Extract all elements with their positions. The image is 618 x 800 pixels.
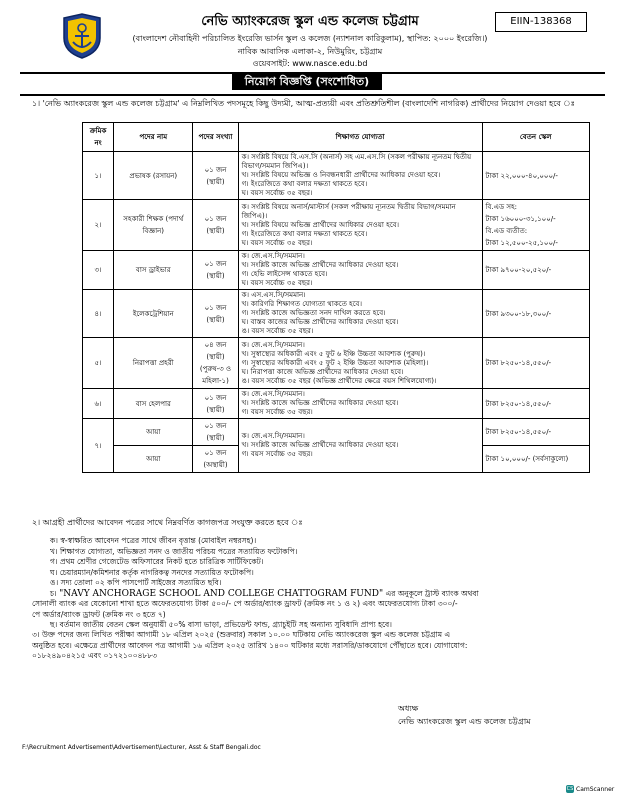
cell-serial: ৩। [83, 251, 114, 290]
cell-pay-scale [482, 389, 589, 419]
cell-qualification [238, 338, 482, 389]
fund-detail-line: সোনালী ব্যাংক এর যেকোনো শাখা হতে অফেরতযোগ্য টাকা ৫০০/- পে অর্ডার/ব্যাংক ড্রাফট (ক্রমিক নং ১ ও ২) এবং অফেরতযোগ্য টাকা ৩০০/- [32, 599, 458, 608]
qualification-item: গ। হেভি লাইসেন্স থাকতে হবে। [241, 270, 328, 278]
qualification-item: খ। সংশ্লিষ্ট কাজে অভিজ্ঞ প্রার্থীদের আধিকার দেওয়া হবে। [241, 399, 399, 407]
qualification-item: খ। সংশ্লিষ্ট বিষয়ে অভিজ্ঞ প্রার্থীদের আধিকার দেওয়া হবে। [241, 220, 400, 229]
table-row [83, 419, 590, 446]
table-row [83, 338, 590, 389]
qualification-item: গ। সংশ্লিষ্ট কাজে অভিজ্ঞতা সনদ দাখিল করতে হবে। [241, 309, 386, 317]
documents-heading: ২। আগ্রহী প্রার্থীদের আবেদন পত্রের সাথে নিম্নবর্ণিত কাগজপত্র সংযুক্ত করতে হবে ঃ [32, 518, 303, 527]
pay-scale-line: টাকা ২২,০০০-৪০,০০০/- [485, 171, 558, 180]
cell-count: ০১ জন (স্থায়ী) [193, 152, 238, 200]
cell-post: নিরাপত্তা প্রহরী [114, 338, 193, 389]
documents-list [32, 536, 590, 631]
signatory-title: অধ্যক্ষ [398, 704, 419, 713]
pay-scale-line: বি.এড ব্যতীত: [485, 227, 528, 235]
cell-count: ০১ জন (স্থায়ী) [193, 200, 238, 251]
qualification-item: ঙ। বয়স সর্বোচ্চ ৩৫ বছর (অভিজ্ঞ প্রার্থীদের ক্ষেত্রে বয়স শিথিলযোগ্য)। [241, 376, 437, 385]
intro-paragraph: ১। 'নেভি অ্যাংকরেজ স্কুল এন্ড কলেজ চট্টগ্রাম' এ নিম্নলিখিত পদসমূহে কিছু উদ্যমী, আত্ম-প্রত্যয়ী এবং প্রতিশ্রুতিশীল (বাংলাদেশি নাগরিক) প্রার্থীদের নিয়োগ দেওয়া হবে ঃ [32, 99, 575, 108]
pay-scale-line: টাকা ১৬০০০-৩১,১০০/- [485, 215, 556, 223]
qualification-item: গ। ইংরেজিতে কথা বলার দক্ষতা থাকতে হবে। [241, 180, 368, 188]
cell-post: ইলেকট্রেশিয়ান [114, 290, 193, 338]
qualification-item: ঘ। নিরাপত্তা কাজে অভিজ্ঞ প্রার্থীদের আধিকার দেওয়া হবে। [241, 367, 404, 376]
list-item-fund [50, 589, 590, 600]
cell-qualification [238, 200, 482, 251]
cell-qualification [238, 152, 482, 200]
exam-notice-line: ৩। উক্ত পদের জন্য লিখিত পরীক্ষা আগামী ১৮ এপ্রিল ২০২৫ (শুক্রবার) সকাল ১০.০০ ঘটিকায় নেভি অ্যাংকরেজ স্কুল এন্ড কলেজ চট্টগ্রাম এ [32, 630, 451, 639]
cell-post: প্রভাষক (রসায়ন) [114, 152, 193, 200]
school-logo [60, 12, 104, 60]
cell-count: ০১ জন (অস্থায়ী) [193, 446, 238, 473]
qualification-item: খ। সুস্বাস্থ্যের অধিকারী এবং ৫ ফুট ৬ ইঞ্চি উচ্চতা আবশ্যক (পুরুষ)। [241, 349, 426, 358]
pay-scale-line: টাকা ১২,৫০০-২৫,১০০/- [485, 239, 558, 247]
signatory-org: নেভি অ্যাংকরেজ স্কুল এন্ড কলেজ চট্টগ্রাম [398, 717, 531, 726]
list-item: গ। প্রথম শ্রেণীর গেজেটেড অফিসারের নিকট হতে চারিত্রিক সার্টিফিকেট। [50, 557, 264, 566]
camscanner-watermark [566, 785, 614, 793]
col-header-post: পদের নাম [114, 123, 193, 152]
cell-count: ০৪ জন (স্থায়ী) (পুরুষ-৩ ও মহিলা-১) [193, 338, 238, 389]
qualification-item: ঙ। বয়স সর্বোচ্চ ৩৫ বছর। [241, 327, 314, 335]
cell-pay-scale [482, 338, 589, 389]
list-item: ঘ। চেয়ারম্যান/কমিশনার কর্তৃক নাগরিকত্ব সনদের সত্যায়িত ফটোকপি। [50, 567, 254, 577]
cell-serial: ৬। [83, 389, 114, 419]
cell-serial: ৪। [83, 290, 114, 338]
table-row [83, 152, 590, 200]
qualification-item: ক। সংশ্লিষ্ট বিষয়ে অনার্স/মাস্টার্স (সকল পরীক্ষায় ন্যূনতম দ্বিতীয় বিভাগ/সমমান জিপিএ)। [241, 202, 456, 220]
notice-title: নিয়োগ বিজ্ঞপ্তি (সংশোধিত) [232, 74, 382, 90]
cell-count: ০১ জন (স্থায়ী) [193, 290, 238, 338]
qualification-item: খ। কারিগরি শিক্ষাগত যোগ্যতা থাকতে হবে। [241, 300, 362, 308]
fund-suffix: এর অনুকূলে ট্রাস্ট ব্যাংক অথবা [383, 588, 479, 598]
cell-post: সহকারী শিক্ষক (পদার্থ বিজ্ঞান) [114, 200, 193, 251]
qualification-item: ক। সংশ্লিষ্ট বিষয়ে বি.এস.সি (অনার্স) সহ এম.এস.সি (সকল পরীক্ষায় ন্যূনতম দ্বিতীয় বিভাগ/সমমান জিপিএ)। [241, 153, 472, 170]
exam-notice [32, 630, 592, 662]
pay-scale-line: টাকা ১০,০০০/- (সর্বসাকুল্যে) [485, 455, 569, 463]
qualification-item: খ। সংশ্লিষ্ট কাজে অভিজ্ঞ প্রার্থীদের আধিকার দেওয়া হবে। [241, 261, 399, 269]
qualification-item: ক। জে.এস.সি/সমমান। [241, 252, 305, 260]
qualification-item: ক। জে.এস.সি/সমমান। [241, 390, 305, 398]
list-item: ছ। বর্তমান জাতীয় বেতন স্কেল অনুযায়ী ৫০% বাসা ভাড়া, প্রভিডেন্ট ফান্ড, গ্র্যাচুইটি সহ অন্যান্য সুবিধাদি প্রাপ্য হবে। [50, 620, 392, 629]
pay-scale-line: টাকা ৮২৫০-১৪,৫৫০/- [485, 428, 552, 436]
table-row [83, 290, 590, 338]
file-path: F:\Recruitment Advertisement\Advertisement\Lecturer, Asst & Staff Bengali.doc [22, 744, 261, 751]
cell-pay-scale [482, 419, 589, 446]
cell-qualification [238, 251, 482, 290]
cell-qualification [238, 290, 482, 338]
fund-detail-line: পে অর্ডার/ব্যাংক ড্রাফট (ক্রমিক নং ৩ হতে ৭) [32, 609, 166, 619]
pay-scale-line: টাকা ৯৭০০-২০,৫২০/- [485, 266, 552, 274]
cell-count: ০১ জন (স্থায়ী) [193, 251, 238, 290]
cell-post: আয়া [114, 419, 193, 446]
camscanner-icon: CS [566, 786, 574, 792]
vacancy-table [82, 122, 590, 473]
qualification-item: ঘ। বয়স সর্বোচ্চ ৩৫ বছর। [241, 238, 313, 247]
qualification-item: ঘ। বয়স সর্বোচ্চ ৩৫ বছর। [241, 279, 313, 287]
cell-count: ০১ জন (স্থায়ী) [193, 389, 238, 419]
pay-scale-line: টাকা ৯৩০০-১৮,৩০০/- [485, 309, 552, 318]
cell-count: ০১ জন (স্থায়ী) [193, 419, 238, 446]
table-row [83, 200, 590, 251]
qualification-item: গ। ইংরেজিতে কথা বলার দক্ষতা থাকতে হবে। [241, 229, 368, 238]
cell-pay-scale [482, 446, 589, 473]
col-header-count: পদের সংখ্যা [193, 123, 238, 152]
list-item: ঙ। সদ্য তোলা ০২ কপি পাসপোর্ট সাইজের সত্যায়িত ছবি। [50, 578, 222, 587]
pay-scale-line: টাকা ৮২৫০-১৪,৫৫০/- [485, 359, 552, 367]
cell-qualification [238, 419, 482, 473]
header-address: নাবিক আবাসিক এলাকা-২, নিউমুরিং, চট্টগ্রাম [237, 47, 383, 56]
eiin-number: EIIN-138368 [495, 12, 587, 32]
cell-serial: ১। [83, 152, 114, 200]
fund-prefix: চ। [50, 588, 57, 598]
qualification-item: গ। বয়স সর্বোচ্চ ৩৫ বছর। [241, 408, 313, 416]
qualification-item: গ। সুস্বাস্থ্যের অধিকারী এবং ৫ ফুট ২ ইঞ্চি উচ্চতা আবশ্যক (মহিলা)। [241, 358, 429, 367]
cell-pay-scale [482, 152, 589, 200]
qualification-item: ক। জে.এস.সি/সমমান। [241, 340, 305, 349]
cell-serial: ২। [83, 200, 114, 251]
table-row [83, 389, 590, 419]
cell-qualification [238, 389, 482, 419]
col-header-qualification: শিক্ষাগত যোগ্যতা [238, 123, 482, 152]
exam-notice-line: অনুষ্ঠিত হবে। এক্ষেত্রে প্রার্থীদের আবেদন পত্র আগামী ১৬ এপ্রিল ২০২৫ তারিখ ১৪০০ ঘটিকার মধ্যে সরাসরি/ডাকযোগে পৌঁছাতে হবে। যোগাযোগ: [32, 640, 468, 650]
qualification-item: খ। সংশ্লিষ্ট কাজে অভিজ্ঞ প্রার্থীদের আধিকার দেওয়া হবে। [241, 441, 399, 449]
cell-post: বাস ড্রাইভার [114, 251, 193, 290]
qualification-item: ঘ। বয়স সর্বোচ্চ ৩৫ বছর। [241, 189, 313, 197]
qualification-item: গ। বয়স সর্বোচ্চ ৩৫ বছর। [241, 450, 313, 458]
cell-pay-scale [482, 200, 589, 251]
header-website: ওয়েবসাইট: www.nasce.edu.bd [252, 59, 368, 68]
list-item: খ। শিক্ষাগত যোগ্যতা, অভিজ্ঞতা সনদ ও জাতীয় পরিচয় পত্রের সত্যায়িত ফটোকপি। [50, 546, 298, 556]
qualification-item: ক। জে.এস.সি/সমমান। [241, 432, 305, 440]
table-header-row [83, 123, 590, 152]
cell-serial: ৭। [83, 419, 114, 473]
cell-post: আয়া [114, 446, 193, 473]
list-item: ক। স্ব-স্বাক্ষরিত আবেদন পত্রের সাথে জীবন বৃত্তান্ত (মোবাইল নম্বরসহ)। [50, 536, 257, 545]
fund-name: "NAVY ANCHORAGE SCHOOL AND COLLEGE CHATTOGRAM FUND" [59, 588, 384, 599]
cell-serial: ৫। [83, 338, 114, 389]
cell-post: বাস হেলপার [114, 389, 193, 419]
camscanner-label: CamScanner [576, 785, 615, 793]
pay-scale-line: বি.এড সহ: [485, 203, 518, 211]
qualification-item: খ। সংশ্লিষ্ট বিষয়ে অভিজ্ঞ ও নিবন্ধনধারী প্রার্থীদের আধিকার দেওয়া হবে। [241, 171, 441, 179]
pay-scale-line: টাকা ৮২৫০-১৪,৫৫০/- [485, 399, 552, 408]
school-name: নেভি অ্যাংকরেজ স্কুল এন্ড কলেজ চট্টগ্রাম [201, 14, 419, 29]
cell-pay-scale [482, 251, 589, 290]
col-header-pay-scale: বেতন স্কেল [482, 123, 589, 152]
qualification-item: ঘ। বাস্তব কাজের অভিজ্ঞ প্রার্থীদের আধিকার দেওয়া হবে। [241, 318, 399, 326]
qualification-item: ক। এস.এস.সি/সমমান। [241, 291, 306, 299]
table-row [83, 251, 590, 290]
col-header-serial: ক্রমিক নং [83, 123, 114, 152]
contact-numbers: ০১৮২৪৯০৪২১৫ এবং ০১৭২১০০৪৮৮৩ [32, 651, 158, 660]
cell-pay-scale [482, 290, 589, 338]
header-subtitle: (বাংলাদেশ নৌবাহিনী পরিচালিত ইংরেজি ভার্সন স্কুল ও কলেজ (ন্যাশনাল কারিকুলাম), স্থাপিত: ২০০০ ইংরেজি।) [132, 34, 488, 43]
